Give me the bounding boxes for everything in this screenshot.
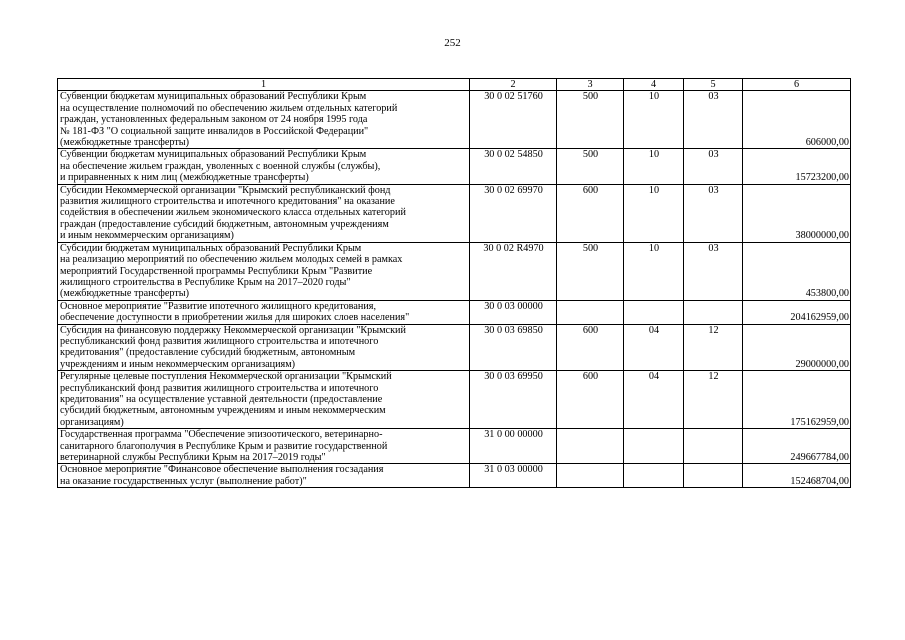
row-section: 10 [624, 184, 684, 242]
row-expense-type: 500 [557, 149, 624, 184]
row-target-code: 30 0 02 54850 [470, 149, 557, 184]
table-row [58, 464, 851, 488]
header-col-2: 2 [470, 79, 557, 91]
description-line: Субсидии Некоммерческой организации "Крымский республиканский фонд [60, 184, 391, 196]
row-target-code: 31 0 03 00000 [470, 464, 557, 488]
description-line: кредитования" на осуществление уставной деятельности (предоставление [60, 393, 383, 405]
row-description [58, 184, 470, 242]
description-line: и приравненных к ним лиц (межбюджетные трансферты) [60, 172, 309, 184]
row-amount: 453800,00 [743, 242, 851, 300]
row-subsection: 03 [684, 242, 743, 300]
row-subsection: 12 [684, 371, 743, 429]
description-line: граждан (предоставление субсидий бюджетным, автономным учреждениям [60, 218, 389, 230]
row-subsection [684, 464, 743, 488]
row-expense-type [557, 429, 624, 464]
row-subsection: 03 [684, 149, 743, 184]
description-line: учреждениям и иным некоммерческим организациям) [60, 358, 296, 370]
description-line: Основное мероприятие "Развитие ипотечного жилищного кредитования, [60, 300, 377, 312]
description-line: Регулярные целевые поступления Некоммерческой организации "Крымский [60, 371, 392, 383]
header-col-3: 3 [557, 79, 624, 91]
page-number: 252 [444, 37, 461, 49]
row-target-code: 30 0 03 00000 [470, 300, 557, 324]
row-description [58, 91, 470, 149]
description-line: на оказание государственных услуг (выполнение работ)" [60, 475, 307, 487]
row-description [58, 300, 470, 324]
description-line: (межбюджетные трансферты) [60, 137, 190, 149]
description-line: мероприятий Государственной программы Республики Крым "Развитие [60, 265, 373, 277]
row-amount: 175162959,00 [743, 371, 851, 429]
table-row [58, 149, 851, 184]
row-target-code: 30 0 02 51760 [470, 91, 557, 149]
description-line: граждан, установленных федеральным законом от 24 ноября 1995 года [60, 114, 368, 126]
row-expense-type: 600 [557, 371, 624, 429]
description-line: Субсидия на финансовую поддержку Некоммерческой организации "Крымский [60, 324, 406, 336]
row-expense-type [557, 464, 624, 488]
description-line: на реализацию мероприятий по обеспечению жильем молодых семей в рамках [60, 254, 403, 266]
description-line: обеспечение доступности в приобретении жилья для широких слоев населения" [60, 312, 410, 324]
table-row [58, 371, 851, 429]
description-line: на осуществление полномочий по обеспечению жильем отдельных категорий [60, 102, 398, 114]
header-col-6: 6 [743, 79, 851, 91]
row-target-code: 30 0 03 69950 [470, 371, 557, 429]
header-col-4: 4 [624, 79, 684, 91]
description-line: республиканский фонд развития жилищного строительства и ипотечного [60, 335, 379, 347]
description-line: Основное мероприятие "Финансовое обеспечение выполнения госзадания [60, 464, 384, 476]
row-description [58, 464, 470, 488]
row-section [624, 464, 684, 488]
table-row [58, 324, 851, 371]
row-expense-type: 500 [557, 242, 624, 300]
row-description [58, 149, 470, 184]
description-line: Субсидии бюджетам муниципальных образований Республики Крым [60, 242, 362, 254]
row-subsection: 12 [684, 324, 743, 371]
row-amount: 249667784,00 [743, 429, 851, 464]
table-row [58, 242, 851, 300]
row-target-code: 30 0 03 69850 [470, 324, 557, 371]
row-section: 10 [624, 91, 684, 149]
description-line: и иным некоммерческим организациям) [60, 230, 234, 242]
row-target-code: 30 0 02 69970 [470, 184, 557, 242]
description-line: № 181-ФЗ "О социальной защите инвалидов в Российской Федерации" [60, 125, 369, 137]
description-line: Государственная программа "Обеспечение эпизоотического, ветеринарно- [60, 429, 383, 441]
row-amount: 606000,00 [743, 91, 851, 149]
row-expense-type: 600 [557, 184, 624, 242]
budget-table [57, 78, 851, 488]
table-row [58, 429, 851, 464]
row-amount: 15723200,00 [743, 149, 851, 184]
description-line: санитарного благополучия в Республике Крым и развитие государственной [60, 440, 388, 452]
row-section [624, 300, 684, 324]
row-expense-type: 600 [557, 324, 624, 371]
description-line: на обеспечение жильем граждан, уволенных с военной службы (службы), [60, 160, 381, 172]
header-col-5: 5 [684, 79, 743, 91]
row-amount: 152468704,00 [743, 464, 851, 488]
description-line: субсидий бюджетным, автономным учреждениям и иным некоммерческим [60, 405, 386, 417]
description-line: развития жилищного строительства и ипотечного кредитования" на оказание [60, 196, 395, 208]
table-row [58, 91, 851, 149]
row-subsection [684, 300, 743, 324]
row-description [58, 324, 470, 371]
description-line: кредитования" (предоставление субсидий бюджетным, автономным [60, 347, 356, 359]
row-description [58, 429, 470, 464]
table-body [58, 79, 851, 488]
description-line: организациям) [60, 416, 124, 428]
header-col-1: 1 [58, 79, 470, 91]
row-target-code: 31 0 00 00000 [470, 429, 557, 464]
row-description [58, 371, 470, 429]
row-subsection: 03 [684, 184, 743, 242]
row-section: 04 [624, 324, 684, 371]
description-line: содействия в обеспечении жильем экономического класса отдельных категорий [60, 207, 406, 219]
row-expense-type [557, 300, 624, 324]
row-section [624, 429, 684, 464]
description-line: республиканский фонд развития жилищного строительства и ипотечного [60, 382, 379, 394]
row-section: 10 [624, 242, 684, 300]
description-line: Субвенции бюджетам муниципальных образований Республики Крым [60, 149, 367, 161]
row-amount: 204162959,00 [743, 300, 851, 324]
table-row [58, 300, 851, 324]
row-section: 04 [624, 371, 684, 429]
description-line: ветеринарной службы Республики Крым на 2017–2019 годы" [60, 452, 326, 463]
table-row [58, 184, 851, 242]
row-subsection [684, 429, 743, 464]
row-description [58, 242, 470, 300]
row-amount: 38000000,00 [743, 184, 851, 242]
row-subsection: 03 [684, 91, 743, 149]
description-line: Субвенции бюджетам муниципальных образований Республики Крым [60, 91, 367, 103]
row-expense-type: 500 [557, 91, 624, 149]
description-line: жилищного строительства в Республике Крым на 2017–2020 годы" [60, 276, 351, 288]
description-line: (межбюджетные трансферты) [60, 288, 190, 300]
row-amount: 29000000,00 [743, 324, 851, 371]
table-header-row [58, 79, 851, 91]
row-target-code: 30 0 02 R4970 [470, 242, 557, 300]
row-section: 10 [624, 149, 684, 184]
